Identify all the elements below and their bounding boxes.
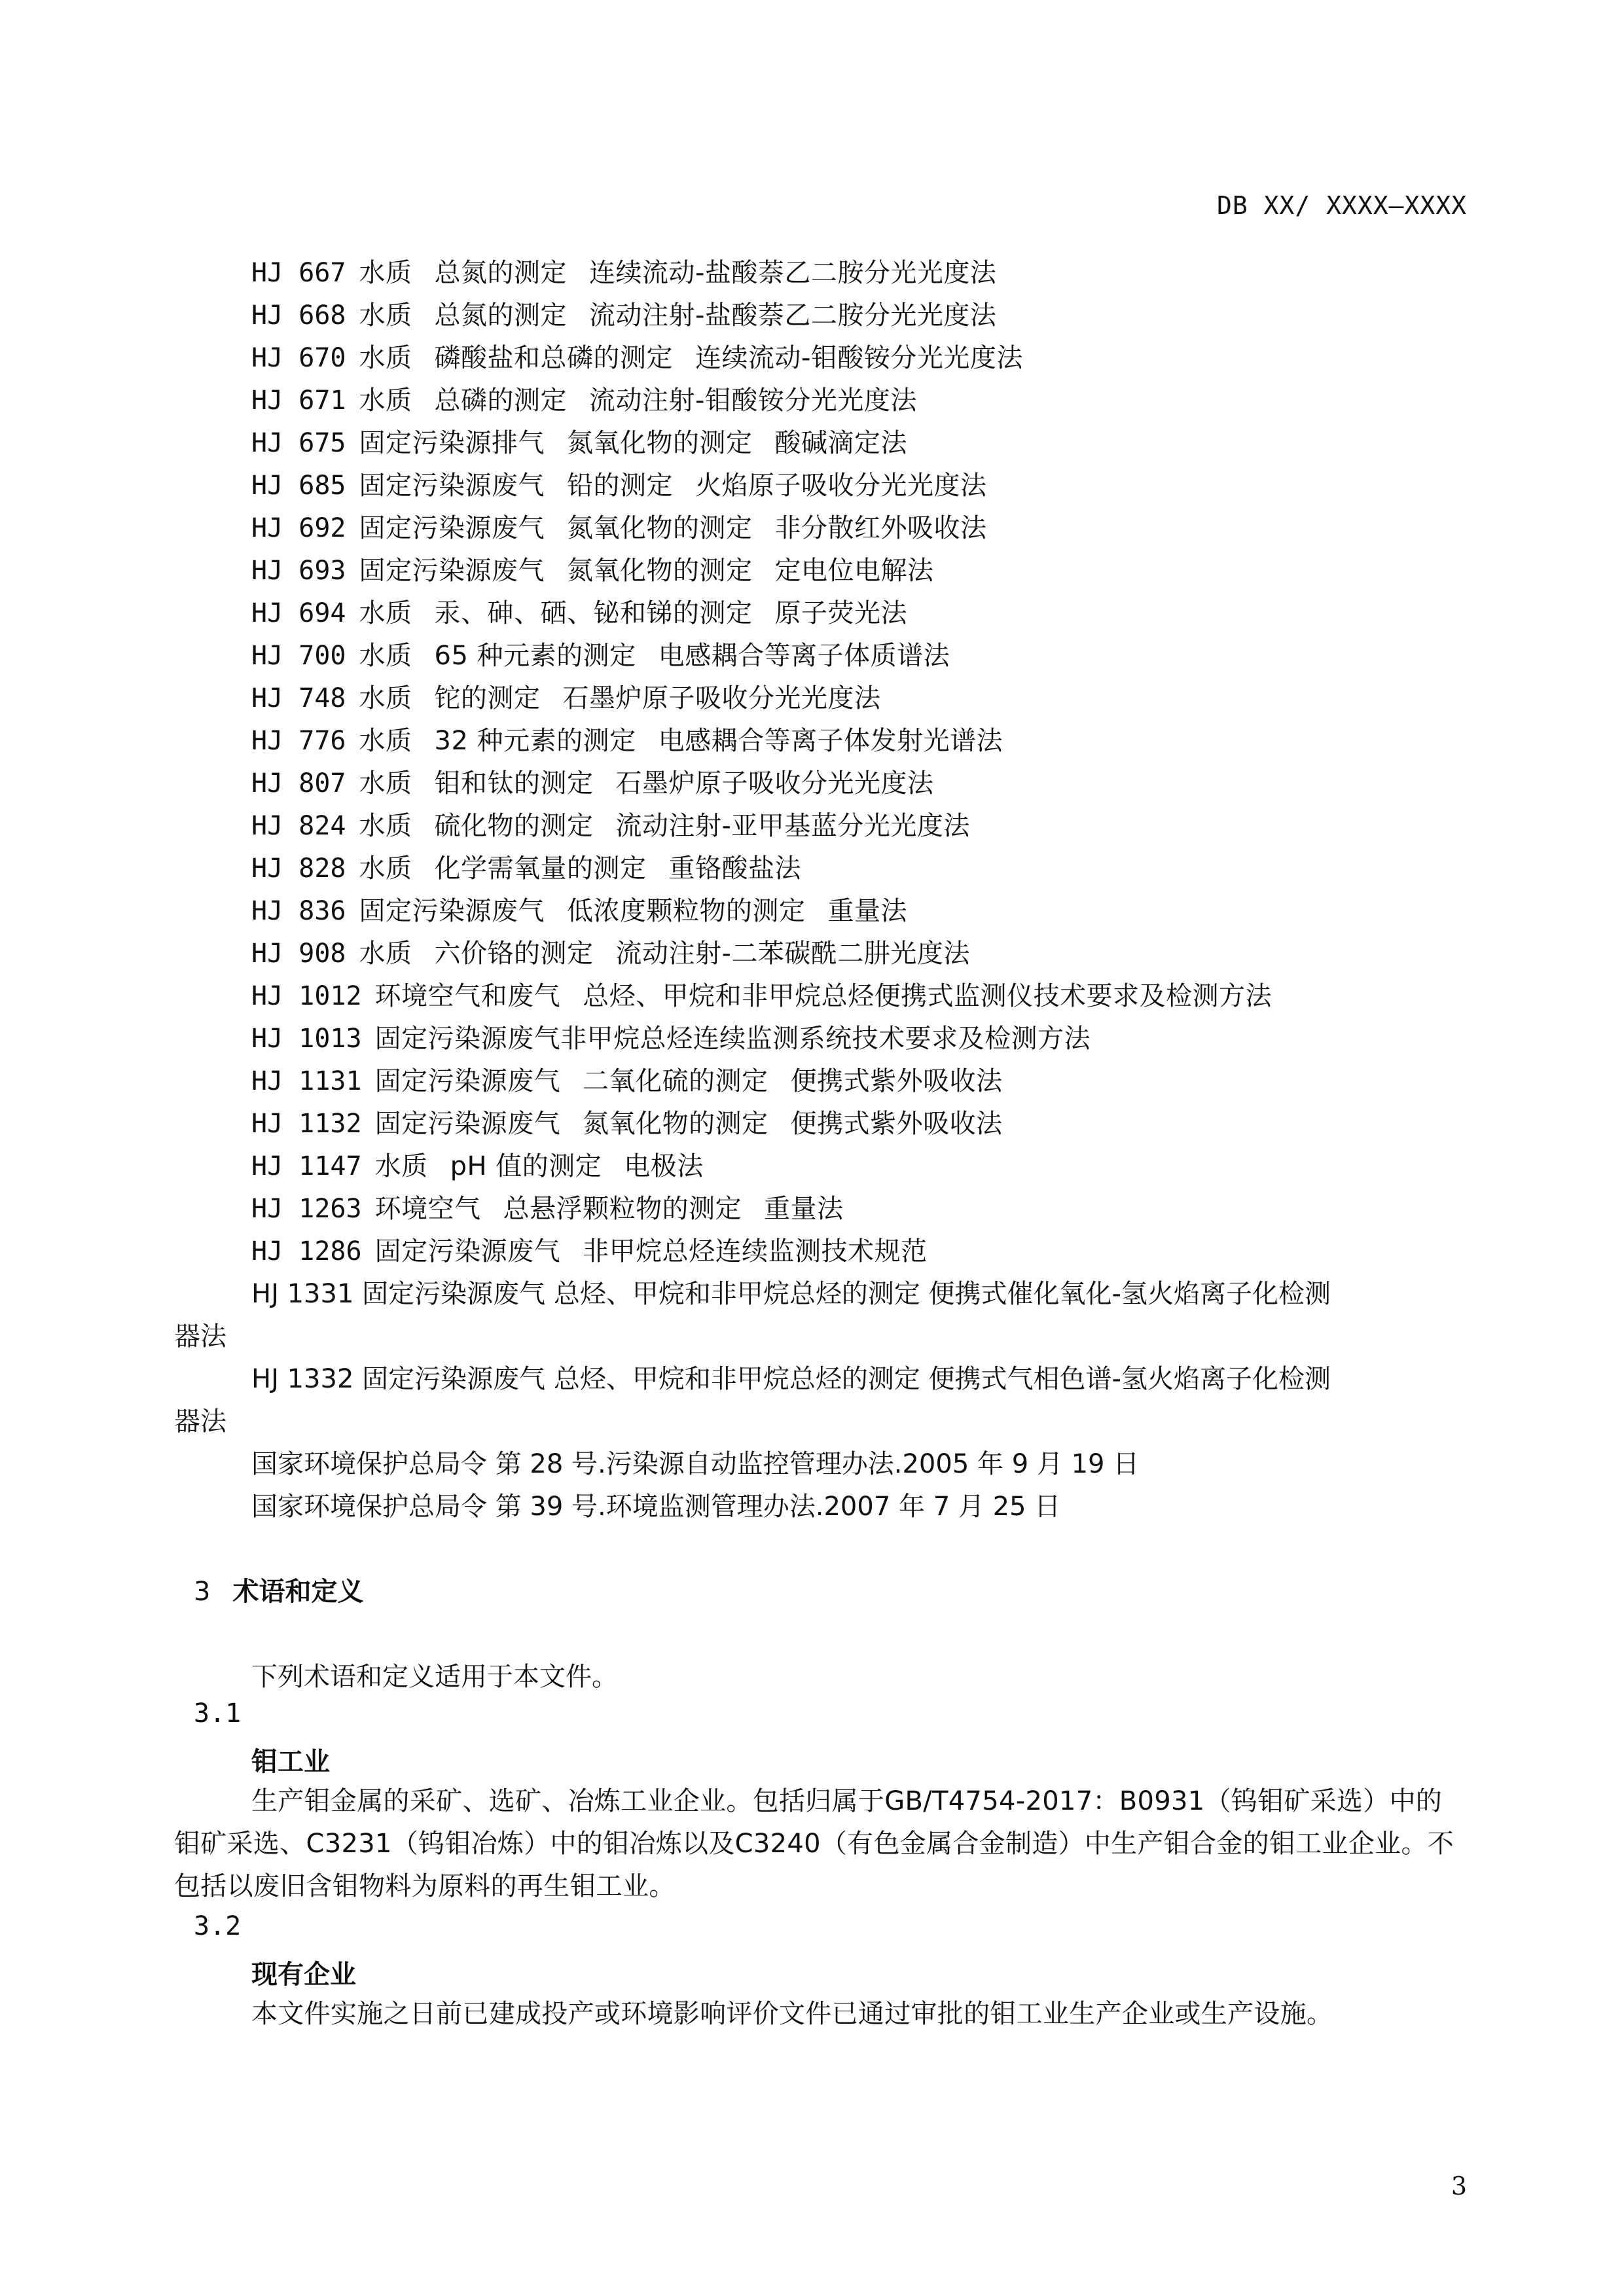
reference-item: [251, 465, 1456, 507]
reference-item: [251, 550, 1456, 592]
reference-title-segment: pH 值的测定: [450, 1151, 602, 1181]
reference-title-segment: 水质: [359, 300, 412, 331]
reference-title-segment: 磷酸盐和总磷的测定: [434, 343, 673, 373]
reference-title-segment: 化学需氧量的测定: [434, 853, 647, 884]
reference-code: HJ 1012: [251, 981, 362, 1011]
clause-number: 3.1: [194, 1698, 242, 1729]
section-intro: 下列术语和定义适用于本文件。: [251, 1662, 618, 1692]
page-number: 3: [1451, 2172, 1467, 2200]
reference-title-segment: 流动注射-二苯碳酰二肼光度法: [615, 939, 970, 969]
reference-code: HJ 776: [251, 726, 346, 756]
clause-number: 3.2: [194, 1911, 242, 1941]
reference-title-segment: 环境空气和废气: [374, 981, 561, 1011]
reference-code: HJ 1147: [251, 1151, 362, 1181]
reference-title-segment: 连续流动-钼酸铵分光光度法: [695, 343, 1023, 373]
reference-title-segment: 石墨炉原子吸收分光光度法: [615, 768, 934, 798]
reference-item: [251, 1103, 1456, 1145]
reference-title-segment: 六价铬的测定: [434, 939, 594, 969]
reference-title-segment: 酸碱滴定法: [774, 428, 907, 458]
reference-code: HJ 667: [251, 258, 346, 288]
term-definition: 生产钼金属的采矿、选矿、冶炼工业企业。包括归属于GB/T4754-2017：B0931（钨钼矿采选）中的钼矿采选、C3231（钨钼冶炼）中的钼冶炼以及C3240（有色金属合金制造）中生产钼合金的钼工业企业。不包括以废旧含钼物料为原料的再生钼工业。: [174, 1786, 1454, 1901]
reference-title-segment: 铊的测定: [434, 683, 541, 713]
reference-title-segment: 固定污染源排气: [359, 428, 545, 458]
reference-title-segment: 水质: [359, 853, 412, 884]
reference-title-segment: 固定污染源废气: [359, 556, 545, 586]
reference-code: HJ 1013: [251, 1024, 362, 1054]
reference-line-continuation: 器法: [174, 1407, 226, 1437]
reference-item: [251, 975, 1456, 1018]
reference-item: [251, 635, 1456, 677]
reference-line-continuation: 器法: [174, 1321, 226, 1352]
reference-title-segment: 电感耦合等离子体发射光谱法: [658, 726, 1003, 756]
reference-code: HJ 1132: [251, 1109, 362, 1139]
reference-item: [251, 507, 1456, 550]
reference-title-segment: 氮氧化物的测定: [567, 513, 753, 543]
reference-code: HJ 1286: [251, 1236, 362, 1266]
reference-title-segment: 固定污染源废气: [359, 513, 545, 543]
reference-item: [251, 762, 1456, 805]
wrapped-reference-hj1331: [174, 1273, 1462, 1358]
reference-code: HJ 908: [251, 939, 346, 969]
reference-title-segment: 非分散红外吸收法: [774, 513, 987, 543]
reference-item: [251, 1188, 1456, 1230]
reference-title-segment: 低浓度颗粒物的测定: [567, 896, 806, 926]
reference-line: HJ 1332 固定污染源废气 总烃、甲烷和非甲烷总烃的测定 便携式气相色谱-氢火焰离子化检测: [251, 1364, 1331, 1394]
reference-title-segment: 连续流动-盐酸萘乙二胺分光光度法: [589, 258, 997, 288]
document-code-header: DB XX/ XXXX—XXXX: [1216, 191, 1467, 220]
reference-code: HJ 670: [251, 343, 346, 373]
reference-code: HJ 1131: [251, 1066, 362, 1096]
reference-title-segment: 固定污染源废气非甲烷总烃连续监测系统技术要求及检测方法: [374, 1024, 1091, 1054]
reference-item: [251, 677, 1456, 720]
wrapped-reference-hj1332: [174, 1358, 1462, 1443]
reference-code: HJ 828: [251, 853, 346, 884]
reference-title-segment: 重铬酸盐法: [668, 853, 801, 884]
reference-title-segment: 定电位电解法: [774, 556, 934, 586]
reference-title-segment: 氮氧化物的测定: [567, 556, 753, 586]
reference-code: HJ 700: [251, 641, 346, 671]
reference-code: HJ 1263: [251, 1194, 362, 1224]
reference-code: HJ 748: [251, 683, 346, 713]
reference-title-segment: 固定污染源废气: [359, 896, 545, 926]
reference-title-segment: 总悬浮颗粒物的测定: [503, 1194, 742, 1224]
decree-reference: 国家环境保护总局令 第 39 号.环境监测管理办法.2007 年 7 月 25 日: [251, 1492, 1061, 1522]
reference-item: [251, 720, 1456, 762]
reference-title-segment: 32 种元素的测定: [434, 726, 636, 756]
reference-title-segment: 固定污染源废气: [359, 471, 545, 501]
reference-title-segment: 火焰原子吸收分光光度法: [695, 471, 987, 501]
reference-title-segment: 原子荧光法: [774, 598, 907, 628]
reference-item: [251, 380, 1456, 422]
reference-item: [251, 933, 1456, 975]
reference-title-segment: 水质: [359, 683, 412, 713]
reference-code: HJ 685: [251, 471, 346, 501]
reference-code: HJ 668: [251, 300, 346, 331]
reference-title-segment: 水质: [359, 598, 412, 628]
reference-title-segment: 流动注射-钼酸铵分光光度法: [589, 386, 917, 416]
reference-title-segment: 水质: [359, 258, 412, 288]
section-number: 3: [194, 1577, 211, 1607]
term-heading: 现有企业: [251, 1960, 356, 1990]
reference-title-segment: 便携式紫外吸收法: [790, 1109, 1003, 1139]
reference-item: [251, 1060, 1456, 1103]
reference-title-segment: 固定污染源废气: [374, 1236, 561, 1266]
reference-item: [251, 252, 1456, 295]
reference-title-segment: 钼和钛的测定: [434, 768, 594, 798]
reference-title-segment: 二氧化硫的测定: [583, 1066, 768, 1096]
reference-code: HJ 836: [251, 896, 346, 926]
term-definition: 本文件实施之日前已建成投产或环境影响评价文件已通过审批的钼工业生产企业或生产设施。: [251, 1999, 1333, 2029]
reference-title-segment: 重量法: [764, 1194, 844, 1224]
reference-title-segment: 水质: [359, 386, 412, 416]
reference-title-segment: 环境空气: [374, 1194, 481, 1224]
reference-item: [251, 890, 1456, 933]
reference-title-segment: 水质: [359, 726, 412, 756]
reference-title-segment: 氮氧化物的测定: [583, 1109, 768, 1139]
reference-item: [251, 848, 1456, 890]
reference-title-segment: 便携式紫外吸收法: [790, 1066, 1003, 1096]
reference-title-segment: 非甲烷总烃连续监测技术规范: [583, 1236, 928, 1266]
reference-item: [251, 1018, 1456, 1060]
reference-title-segment: 水质: [359, 939, 412, 969]
reference-line: HJ 1331 固定污染源废气 总烃、甲烷和非甲烷总烃的测定 便携式催化氧化-氢火焰离子化检测: [251, 1279, 1331, 1309]
reference-title-segment: 固定污染源废气: [374, 1109, 561, 1139]
reference-code: HJ 692: [251, 513, 346, 543]
reference-item: [251, 592, 1456, 635]
reference-code: HJ 693: [251, 556, 346, 586]
reference-item: [251, 295, 1456, 337]
normative-references-list: [251, 252, 1456, 1273]
reference-title-segment: 电极法: [624, 1151, 704, 1181]
reference-title-segment: 流动注射-盐酸萘乙二胺分光光度法: [589, 300, 997, 331]
reference-title-segment: 总烃、甲烷和非甲烷总烃便携式监测仪技术要求及检测方法: [583, 981, 1272, 1011]
reference-item: [251, 1145, 1456, 1188]
decree-reference: 国家环境保护总局令 第 28 号.污染源自动监控管理办法.2005 年 9 月 19 日: [251, 1449, 1140, 1479]
reference-title-segment: 固定污染源废气: [374, 1066, 561, 1096]
reference-title-segment: 65 种元素的测定: [434, 641, 636, 671]
reference-title-segment: 总氮的测定: [434, 258, 567, 288]
reference-item: [251, 422, 1456, 465]
reference-title-segment: 电感耦合等离子体质谱法: [658, 641, 950, 671]
reference-title-segment: 水质: [374, 1151, 428, 1181]
reference-title-segment: 重量法: [827, 896, 907, 926]
reference-title-segment: 水质: [359, 811, 412, 841]
reference-title-segment: 流动注射-亚甲基蓝分光光度法: [615, 811, 970, 841]
reference-code: HJ 807: [251, 768, 346, 798]
reference-title-segment: 总磷的测定: [434, 386, 567, 416]
reference-title-segment: 水质: [359, 768, 412, 798]
reference-title-segment: 硫化物的测定: [434, 811, 594, 841]
reference-code: HJ 824: [251, 811, 346, 841]
reference-code: HJ 671: [251, 386, 346, 416]
term-heading: 钼工业: [251, 1747, 330, 1777]
reference-title-segment: 铅的测定: [567, 471, 673, 501]
reference-code: HJ 694: [251, 598, 346, 628]
reference-item: [251, 1230, 1456, 1273]
reference-title-segment: 水质: [359, 641, 412, 671]
reference-title-segment: 氮氧化物的测定: [567, 428, 753, 458]
reference-code: HJ 675: [251, 428, 346, 458]
reference-title-segment: 总氮的测定: [434, 300, 567, 331]
reference-title-segment: 水质: [359, 343, 412, 373]
reference-item: [251, 337, 1456, 380]
section-title: 术语和定义: [232, 1577, 364, 1607]
reference-item: [251, 805, 1456, 848]
reference-title-segment: 石墨炉原子吸收分光光度法: [562, 683, 881, 713]
reference-title-segment: 汞、砷、硒、铋和锑的测定: [434, 598, 753, 628]
section-heading: [194, 1571, 363, 1608]
